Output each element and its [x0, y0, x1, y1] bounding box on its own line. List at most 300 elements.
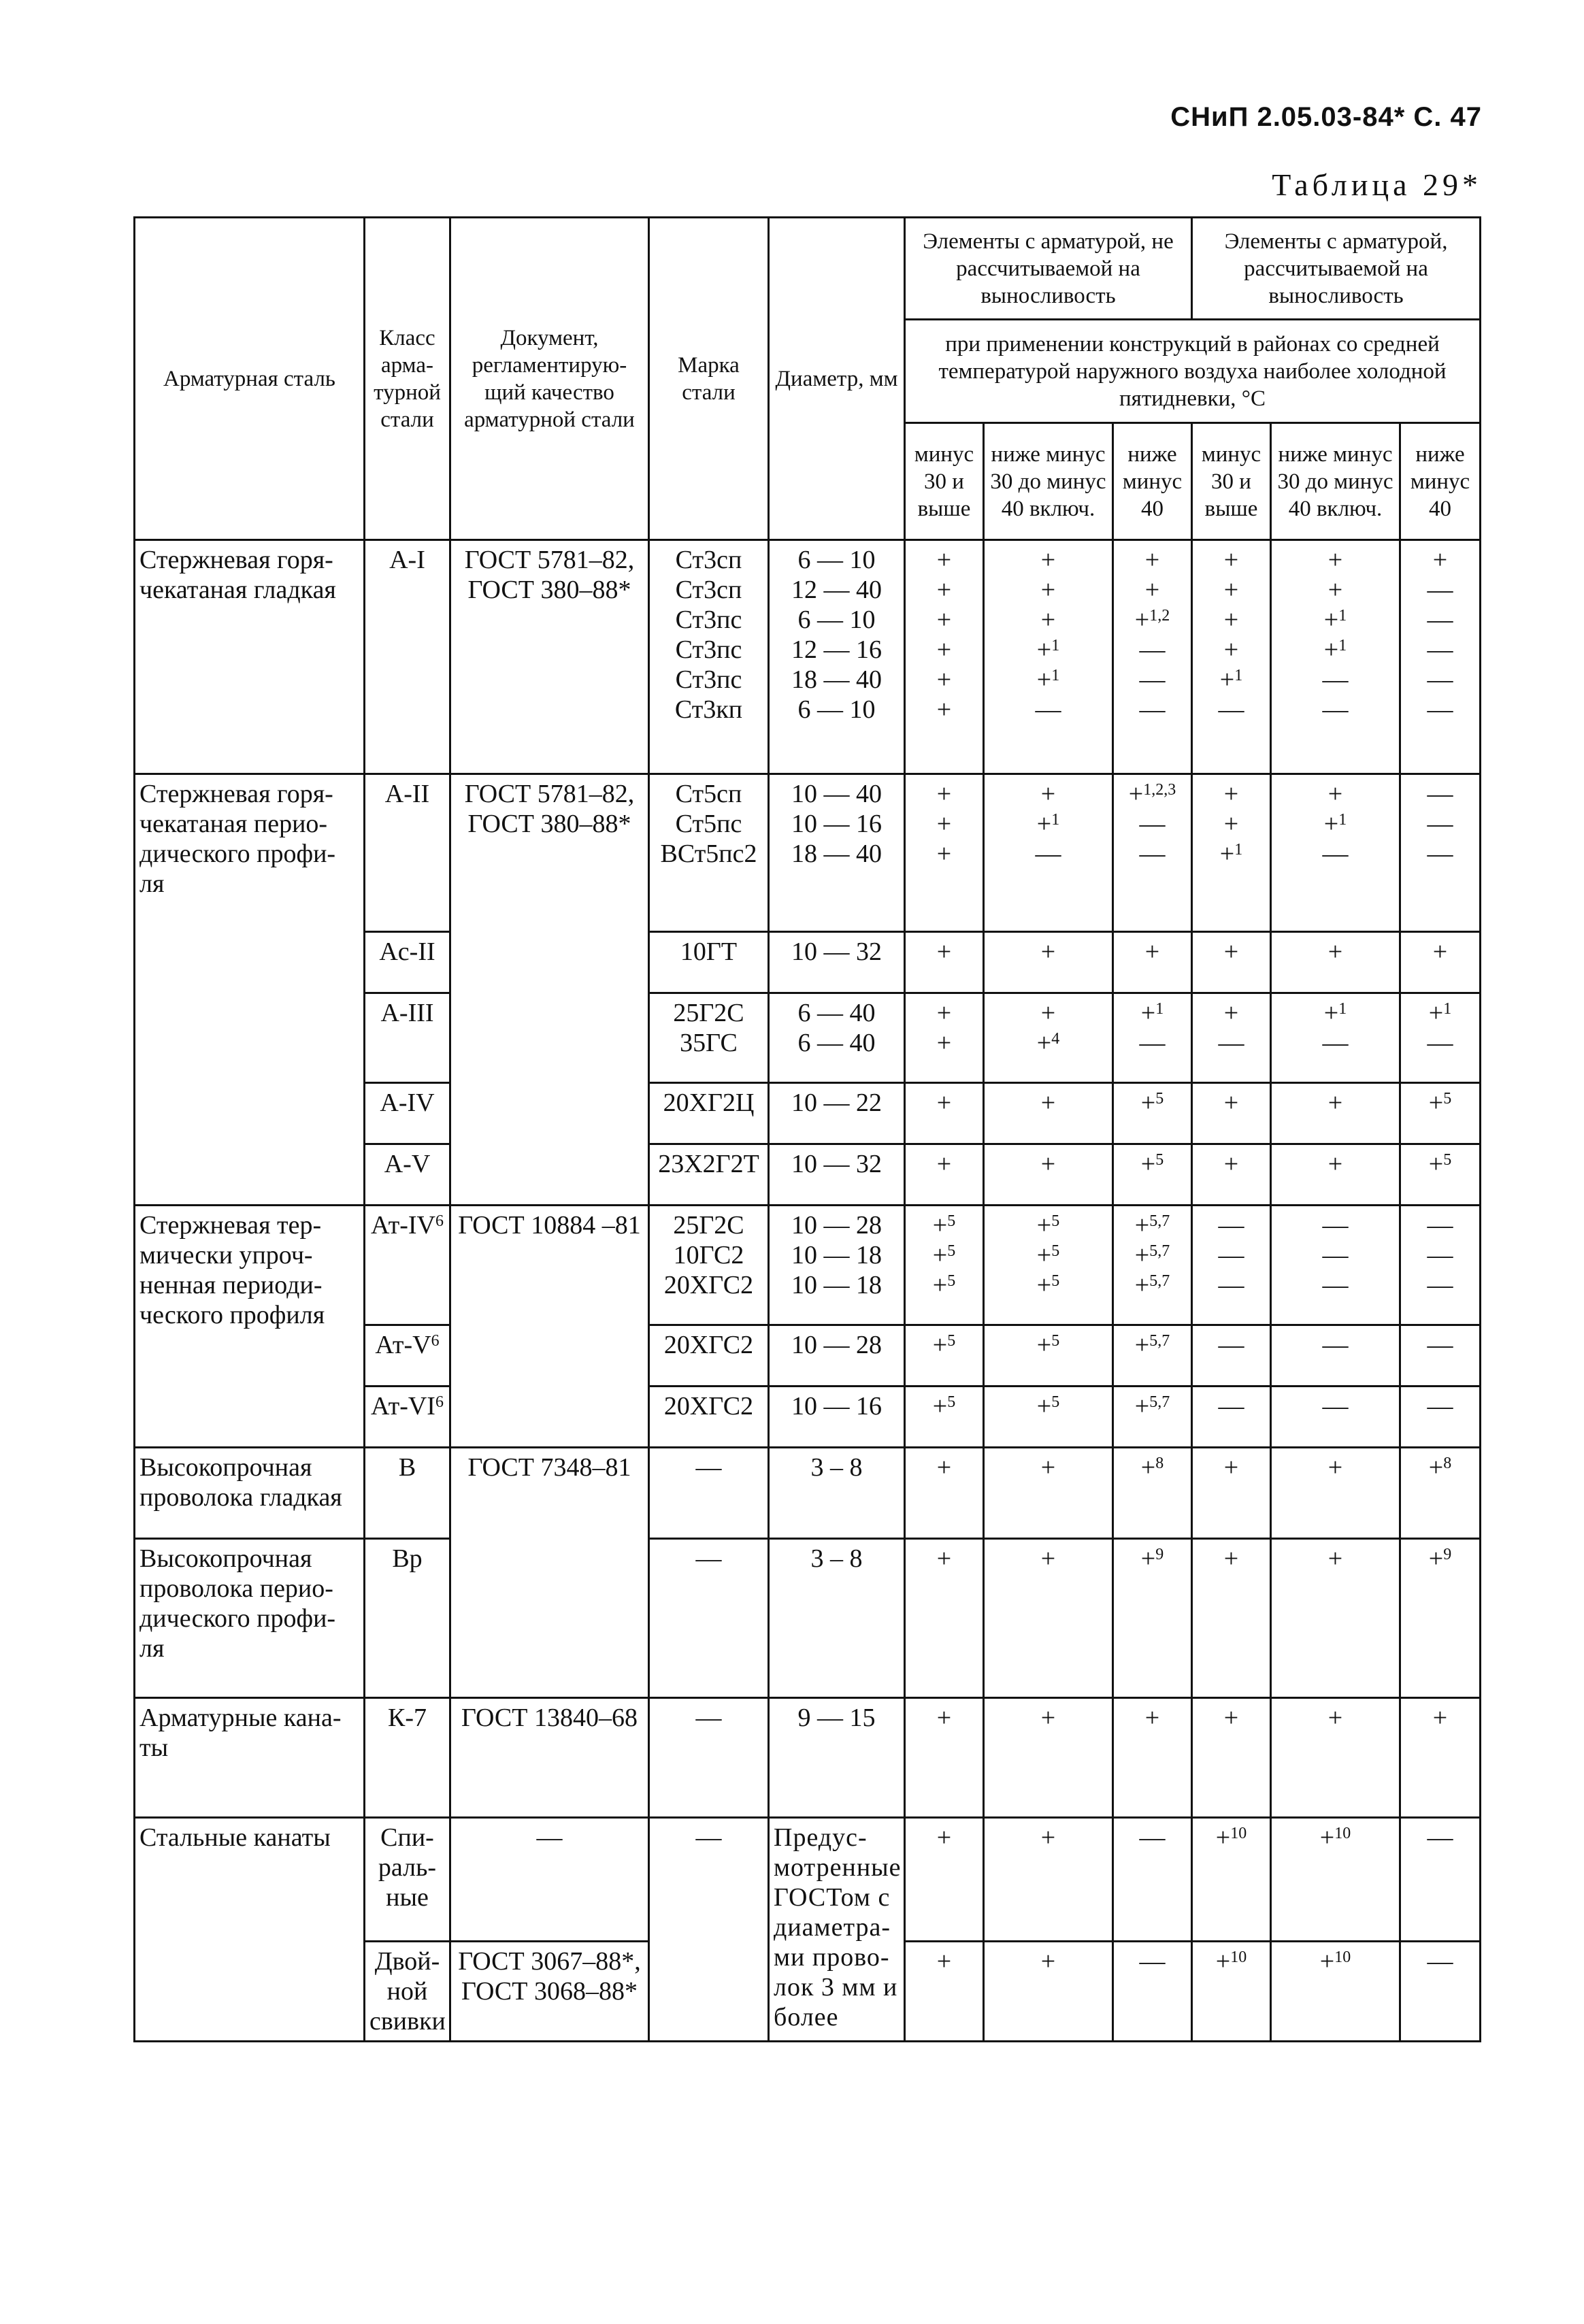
- diameter-cell-line: 6 — 10: [797, 605, 876, 634]
- value-mark: +: [1144, 937, 1160, 966]
- grade-cell-line: 35ГС: [680, 1029, 738, 1057]
- value-cell-temp-1: [905, 1325, 984, 1387]
- value-mark: —: [1218, 1331, 1244, 1359]
- grade-cell-line: Ст3пс: [675, 635, 742, 664]
- grade-cell: [649, 540, 769, 774]
- value-cell-temp-2: [984, 540, 1113, 774]
- value-cell-temp-2: [984, 1083, 1113, 1144]
- grade-cell-line: Ст3сп: [675, 546, 742, 574]
- value-mark: +: [1040, 576, 1056, 604]
- value-mark: +: [936, 1947, 952, 1976]
- value-mark: —: [1218, 1271, 1244, 1299]
- col-temp-6: ниже минус 40: [1400, 423, 1481, 540]
- value-cell-temp-6: [1400, 1083, 1481, 1144]
- col-temp-1: минус 30 и выше: [905, 423, 984, 540]
- table-body: [135, 540, 1481, 2042]
- value-mark: —: [1427, 780, 1453, 808]
- value-mark: +: [1223, 1453, 1239, 1482]
- grade-cell-line: Ст3пс: [675, 665, 742, 694]
- value-cell-temp-3: [1113, 1206, 1192, 1325]
- value-mark: +: [1040, 780, 1056, 808]
- steel-class: $Ат-VI^6$: [365, 1387, 450, 1448]
- value-mark: —: [1139, 1029, 1166, 1057]
- value-cell-temp-4: [1192, 932, 1271, 993]
- value-cell-temp-5: [1271, 1818, 1400, 1942]
- steel-type: Арматурные кана-ты: [135, 1698, 365, 1818]
- value-mark: +: [1327, 780, 1343, 808]
- value-mark: +$^5$: [1036, 1331, 1060, 1359]
- value-mark: +: [1432, 937, 1448, 966]
- value-mark: —: [1322, 1271, 1349, 1299]
- value-cell-temp-6: [1400, 932, 1481, 993]
- document-cell-line: ГОСТ 380–88*: [467, 810, 631, 838]
- value-mark: —: [1427, 1331, 1453, 1359]
- value-mark: +$^5$: [932, 1331, 956, 1359]
- value-cell-temp-5: [1271, 1942, 1400, 2042]
- value-cell-temp-6: [1400, 1698, 1481, 1818]
- value-cell-temp-2: [984, 1818, 1113, 1942]
- value-mark: —: [1322, 1211, 1349, 1240]
- col-temp-5: ниже минус 30 до минус 40 включ.: [1271, 423, 1400, 540]
- value-cell-temp-3: [1113, 932, 1192, 993]
- table-row: [135, 1206, 1481, 1325]
- steel-type: Стержневая горя-чекатаная гладкая: [135, 540, 365, 774]
- steel-type: Стержневая горя-чекатаная перио-дического профи-ля: [135, 774, 365, 1206]
- value-mark: +$^5$: [1036, 1241, 1060, 1269]
- document-cell-line: ГОСТ 3068–88*: [461, 1977, 638, 2006]
- value-cell-temp-1: [905, 1144, 984, 1206]
- grade-cell-line: 23Х2Г2Т: [658, 1150, 759, 1178]
- value-mark: +: [1223, 1544, 1239, 1573]
- value-cell-temp-5: [1271, 1083, 1400, 1144]
- value-cell-temp-6: [1400, 1325, 1481, 1387]
- value-mark: —: [1427, 1392, 1453, 1421]
- steel-type: Высокопрочная проволока перио-дического профи-ля: [135, 1539, 365, 1698]
- value-mark: +$^5$: [932, 1241, 956, 1269]
- value-mark: +$^{5,7}$: [1134, 1211, 1170, 1240]
- grade-cell-line: Ст3кп: [674, 695, 743, 724]
- grade-cell-line: 20ХГС2: [663, 1392, 754, 1421]
- col-temp-3: ниже минус 40: [1113, 423, 1192, 540]
- diameter-cell-line: 18 — 40: [791, 665, 882, 694]
- value-cell-temp-2: [984, 1539, 1113, 1698]
- document-cell: [450, 1818, 649, 1942]
- diameter-cell: [769, 932, 905, 993]
- value-mark: +$^1$: [1140, 999, 1164, 1027]
- value-mark: +$^9$: [1428, 1544, 1452, 1573]
- value-cell-temp-3: [1113, 540, 1192, 774]
- diameter-cell: [769, 1206, 905, 1325]
- grade-cell-line: 20ХГ2Ц: [663, 1089, 755, 1117]
- col-grade: Марка стали: [649, 218, 769, 540]
- value-mark: —: [1322, 840, 1349, 868]
- grade-cell-line: ВСт5пс2: [660, 840, 757, 868]
- value-mark: +: [936, 999, 952, 1027]
- value-cell-temp-2: [984, 1387, 1113, 1448]
- value-mark: +$^5$: [1036, 1271, 1060, 1299]
- value-mark: —: [1218, 695, 1244, 724]
- value-mark: +: [936, 665, 952, 694]
- value-mark: +: [936, 937, 952, 966]
- value-mark: +: [936, 605, 952, 634]
- value-mark: +: [936, 840, 952, 868]
- diameter-cell-line: 10 — 28: [791, 1331, 882, 1359]
- value-mark: +$^{5,7}$: [1134, 1271, 1170, 1299]
- col-class: Класс арма-турной стали: [365, 218, 450, 540]
- diameter-cell-line: 10 — 16: [791, 810, 882, 838]
- value-mark: —: [1139, 1823, 1166, 1852]
- grade-cell-line: 10ГТ: [680, 937, 738, 966]
- grade-cell: [649, 1206, 769, 1325]
- value-mark: +$^5$: [1036, 1392, 1060, 1421]
- value-cell-temp-2: [984, 1206, 1113, 1325]
- value-mark: +$^1$: [1036, 635, 1060, 664]
- steel-class: A-II: [365, 774, 450, 932]
- value-mark: +: [1223, 605, 1239, 634]
- value-cell-temp-4: [1192, 774, 1271, 932]
- value-mark: —: [1035, 695, 1061, 724]
- value-cell-temp-2: [984, 932, 1113, 993]
- value-mark: +: [1432, 546, 1448, 574]
- value-cell-temp-2: [984, 774, 1113, 932]
- value-mark: —: [1322, 1029, 1349, 1057]
- diameter-cell-line: 10 — 40: [791, 780, 882, 808]
- diameter-cell-line: 10 — 16: [791, 1392, 882, 1421]
- steel-class: A-V: [365, 1144, 450, 1206]
- value-mark: —: [1427, 695, 1453, 724]
- reinforcement-steel-table: [133, 216, 1481, 2042]
- value-mark: +$^1$: [1323, 635, 1347, 664]
- value-mark: +: [1327, 937, 1343, 966]
- value-mark: +$^{10}$: [1215, 1823, 1247, 1852]
- table-caption: Таблица 29*: [1272, 167, 1482, 202]
- document-cell-line: —: [536, 1823, 563, 1852]
- value-mark: +$^5$: [1140, 1150, 1164, 1178]
- value-cell-temp-1: [905, 1539, 984, 1698]
- value-cell-temp-4: [1192, 993, 1271, 1083]
- grade-cell-line: 25Г2С: [673, 999, 744, 1027]
- value-cell-temp-1: [905, 1206, 984, 1325]
- value-mark: +: [1040, 1453, 1056, 1482]
- value-mark: +: [936, 1453, 952, 1482]
- value-mark: +$^1$: [1323, 999, 1347, 1027]
- value-cell-temp-5: [1271, 1698, 1400, 1818]
- value-cell-temp-1: [905, 1387, 984, 1448]
- diameter-cell: Предус-мотренные ГОСТом с диаметра-ми прово-лок 3 мм и более: [769, 1818, 905, 2042]
- value-mark: +$^{10}$: [1319, 1823, 1351, 1852]
- steel-class: Спи-раль-ные: [365, 1818, 450, 1942]
- value-mark: —: [1427, 665, 1453, 694]
- value-mark: —: [1218, 1392, 1244, 1421]
- steel-class: A-IV: [365, 1083, 450, 1144]
- value-cell-temp-3: [1113, 1448, 1192, 1539]
- value-mark: +: [1327, 1704, 1343, 1732]
- col-steel: Арматурная сталь: [135, 218, 365, 540]
- value-cell-temp-5: [1271, 774, 1400, 932]
- grade-cell: [649, 1698, 769, 1818]
- value-mark: +: [936, 780, 952, 808]
- value-cell-temp-1: [905, 1818, 984, 1942]
- grade-cell: [649, 774, 769, 932]
- value-mark: +$^1$: [1036, 810, 1060, 838]
- col-temp-4: минус 30 и выше: [1192, 423, 1271, 540]
- steel-class: К-7: [365, 1698, 450, 1818]
- col-group-nonfatigue: Элементы с арматурой, не рассчитываемой на выносливость: [905, 218, 1192, 320]
- grade-cell: [649, 1387, 769, 1448]
- value-cell-temp-3: [1113, 774, 1192, 932]
- value-mark: +: [1223, 780, 1239, 808]
- value-mark: —: [1322, 1241, 1349, 1269]
- diameter-cell-line: 10 — 22: [791, 1089, 882, 1117]
- value-mark: +: [1144, 576, 1160, 604]
- value-cell-temp-6: [1400, 1206, 1481, 1325]
- value-cell-temp-3: [1113, 1083, 1192, 1144]
- value-mark: —: [1427, 1241, 1453, 1269]
- diameter-cell: [769, 1698, 905, 1818]
- value-cell-temp-4: [1192, 1206, 1271, 1325]
- value-mark: +: [1432, 1704, 1448, 1732]
- value-cell-temp-3: [1113, 1387, 1192, 1448]
- steel-type: Стержневая тер-мически упроч-ненная периоди-ческого профиля: [135, 1206, 365, 1448]
- value-cell-temp-4: [1192, 1144, 1271, 1206]
- grade-cell: [649, 1325, 769, 1387]
- value-mark: +$^8$: [1428, 1453, 1452, 1482]
- value-mark: +: [1040, 546, 1056, 574]
- document-cell: [450, 1206, 649, 1448]
- grade-cell: [649, 1083, 769, 1144]
- document-cell: [450, 1698, 649, 1818]
- value-mark: —: [1322, 1392, 1349, 1421]
- document-cell-line: ГОСТ 5781–82,: [464, 546, 635, 574]
- value-mark: +: [936, 546, 952, 574]
- value-cell-temp-3: [1113, 993, 1192, 1083]
- value-mark: +$^4$: [1036, 1029, 1060, 1057]
- value-mark: +$^1$: [1219, 840, 1243, 868]
- value-mark: +: [1327, 1089, 1343, 1117]
- diameter-cell: [769, 1325, 905, 1387]
- value-cell-temp-3: [1113, 1698, 1192, 1818]
- value-cell-temp-1: [905, 1698, 984, 1818]
- grade-cell-line: Ст3сп: [675, 576, 742, 604]
- value-mark: +: [1040, 605, 1056, 634]
- value-mark: +: [1327, 1150, 1343, 1178]
- value-mark: —: [1427, 605, 1453, 634]
- value-cell-temp-5: [1271, 993, 1400, 1083]
- value-mark: +: [1223, 1704, 1239, 1732]
- value-mark: +$^9$: [1140, 1544, 1164, 1573]
- value-mark: +: [1223, 546, 1239, 574]
- grade-cell-line: Ст5пс: [675, 810, 742, 838]
- value-mark: +: [1223, 635, 1239, 664]
- value-cell-temp-4: [1192, 1818, 1271, 1942]
- value-mark: +: [1327, 546, 1343, 574]
- document-cell: [450, 774, 649, 1206]
- value-cell-temp-6: [1400, 1387, 1481, 1448]
- value-cell-temp-4: [1192, 1387, 1271, 1448]
- value-mark: —: [1218, 1029, 1244, 1057]
- value-mark: +: [936, 1704, 952, 1732]
- document-cell-line: ГОСТ 3067–88*,: [458, 1947, 641, 1976]
- value-cell-temp-6: [1400, 774, 1481, 932]
- diameter-cell: [769, 1539, 905, 1698]
- table-row: [135, 540, 1481, 774]
- grade-cell-line: —: [695, 1544, 722, 1573]
- value-mark: —: [1322, 1331, 1349, 1359]
- document-cell: [450, 1942, 649, 2042]
- diameter-cell-line: 10 — 18: [791, 1271, 882, 1299]
- diameter-cell-line: 9 — 15: [797, 1704, 876, 1732]
- value-mark: —: [1139, 635, 1166, 664]
- value-mark: —: [1427, 1271, 1453, 1299]
- value-mark: —: [1218, 1241, 1244, 1269]
- value-mark: —: [1427, 840, 1453, 868]
- diameter-cell-line: 10 — 32: [791, 937, 882, 966]
- grade-cell-line: 25Г2С: [673, 1211, 744, 1240]
- value-mark: +$^5$: [1428, 1150, 1452, 1178]
- value-mark: +$^{5,7}$: [1134, 1241, 1170, 1269]
- value-mark: +$^{5,7}$: [1134, 1392, 1170, 1421]
- value-cell-temp-3: [1113, 1325, 1192, 1387]
- diameter-cell: [769, 1448, 905, 1539]
- value-cell-temp-6: [1400, 1448, 1481, 1539]
- diameter-cell: [769, 774, 905, 932]
- value-cell-temp-1: [905, 540, 984, 774]
- steel-class: $Ат-V^6$: [365, 1325, 450, 1387]
- value-mark: +: [1040, 1544, 1056, 1573]
- value-mark: +: [1327, 1453, 1343, 1482]
- document-cell-line: ГОСТ 7348–81: [467, 1453, 631, 1482]
- value-mark: +: [1144, 546, 1160, 574]
- table-row: [135, 1448, 1481, 1539]
- steel-class: Вр: [365, 1539, 450, 1698]
- value-mark: +: [1223, 1150, 1239, 1178]
- grade-cell-line: Ст5сп: [675, 780, 742, 808]
- diameter-cell-line: 3 – 8: [810, 1544, 863, 1573]
- grade-cell: [649, 993, 769, 1083]
- value-mark: +$^5$: [932, 1271, 956, 1299]
- value-mark: +$^1$: [1036, 665, 1060, 694]
- value-cell-temp-3: [1113, 1144, 1192, 1206]
- value-mark: +$^5$: [932, 1211, 956, 1240]
- value-mark: +: [936, 1823, 952, 1852]
- value-cell-temp-5: [1271, 1206, 1400, 1325]
- steel-class: Двой-ной свивки: [365, 1942, 450, 2042]
- table-header: [135, 218, 1481, 540]
- value-mark: +: [1223, 576, 1239, 604]
- grade-cell-line: 10ГС2: [673, 1241, 744, 1269]
- value-mark: +: [1040, 1150, 1056, 1178]
- grade-cell: —: [649, 1818, 769, 2042]
- steel-class: Ac-II: [365, 932, 450, 993]
- table-row: [135, 1539, 1481, 1698]
- grade-cell: [649, 1539, 769, 1698]
- value-cell-temp-6: [1400, 540, 1481, 774]
- diameter-cell: [769, 1144, 905, 1206]
- value-mark: +: [936, 1029, 952, 1057]
- value-cell-temp-1: [905, 774, 984, 932]
- value-mark: +: [1040, 1089, 1056, 1117]
- value-mark: +: [1040, 999, 1056, 1027]
- grade-cell-line: —: [695, 1453, 722, 1482]
- value-cell-temp-4: [1192, 1942, 1271, 2042]
- value-cell-temp-3: [1113, 1539, 1192, 1698]
- value-mark: +: [936, 1544, 952, 1573]
- value-cell-temp-6: [1400, 993, 1481, 1083]
- value-mark: —: [1427, 810, 1453, 838]
- value-cell-temp-5: [1271, 1144, 1400, 1206]
- col-region: при применении конструкций в районах со средней температурой наружного воздуха наиболее холодной пятидневки, °С: [905, 320, 1481, 423]
- diameter-cell-line: 12 — 40: [791, 576, 882, 604]
- diameter-cell-line: 10 — 32: [791, 1150, 882, 1178]
- value-cell-temp-4: [1192, 540, 1271, 774]
- value-mark: +$^5$: [932, 1392, 956, 1421]
- value-cell-temp-6: [1400, 1539, 1481, 1698]
- value-mark: +: [1327, 576, 1343, 604]
- value-mark: +: [936, 1089, 952, 1117]
- diameter-cell: [769, 1387, 905, 1448]
- value-mark: +$^1$: [1323, 810, 1347, 838]
- diameter-cell-line: 18 — 40: [791, 840, 882, 868]
- diameter-cell-line: 3 – 8: [810, 1453, 863, 1482]
- value-mark: +: [936, 810, 952, 838]
- diameter-cell-line: 10 — 18: [791, 1241, 882, 1269]
- diameter-cell: [769, 1083, 905, 1144]
- value-cell-temp-6: [1400, 1818, 1481, 1942]
- document-cell: [450, 1448, 649, 1698]
- value-mark: +: [1223, 999, 1239, 1027]
- value-mark: —: [1322, 695, 1349, 724]
- value-mark: +$^5$: [1428, 1089, 1452, 1117]
- value-cell-temp-5: [1271, 1325, 1400, 1387]
- col-group-fatigue: Элементы с арматурой, рассчитываемой на выносливость: [1192, 218, 1481, 320]
- value-mark: +: [1223, 937, 1239, 966]
- diameter-cell-line: 6 — 40: [797, 999, 876, 1027]
- col-diameter: Диаметр, мм: [769, 218, 905, 540]
- value-mark: —: [1427, 635, 1453, 664]
- diameter-cell: [769, 540, 905, 774]
- value-cell-temp-2: [984, 1698, 1113, 1818]
- grade-cell-line: Ст3пс: [675, 605, 742, 634]
- grade-cell-line: 20ХГС2: [663, 1331, 754, 1359]
- value-mark: +: [1040, 1704, 1056, 1732]
- document-code: СНиП 2.05.03-84* С. 47: [1170, 102, 1482, 132]
- document-cell-line: ГОСТ 10884 –81: [458, 1211, 641, 1240]
- diameter-cell-line: 6 — 10: [797, 546, 876, 574]
- value-mark: —: [1322, 665, 1349, 694]
- value-mark: +$^{1,2,3}$: [1128, 780, 1176, 808]
- steel-class: A-I: [365, 540, 450, 774]
- page-header: [1170, 102, 1482, 133]
- value-mark: —: [1139, 1947, 1166, 1976]
- value-mark: +: [1040, 937, 1056, 966]
- table-row: [135, 1698, 1481, 1818]
- diameter-cell-line: 10 — 28: [791, 1211, 882, 1240]
- value-cell-temp-5: [1271, 540, 1400, 774]
- table-row: [135, 774, 1481, 932]
- value-mark: —: [1139, 665, 1166, 694]
- value-mark: +: [1040, 1947, 1056, 1976]
- value-cell-temp-2: [984, 993, 1113, 1083]
- grade-cell-line: 20ХГС2: [663, 1271, 754, 1299]
- value-mark: +: [936, 1150, 952, 1178]
- col-document: Документ, регламентирую-щий качество арматурной стали: [450, 218, 649, 540]
- value-mark: +: [1223, 1089, 1239, 1117]
- value-cell-temp-2: [984, 1942, 1113, 2042]
- value-cell-temp-3: [1113, 1818, 1192, 1942]
- value-cell-temp-5: [1271, 1539, 1400, 1698]
- value-mark: +: [936, 635, 952, 664]
- value-cell-temp-1: [905, 932, 984, 993]
